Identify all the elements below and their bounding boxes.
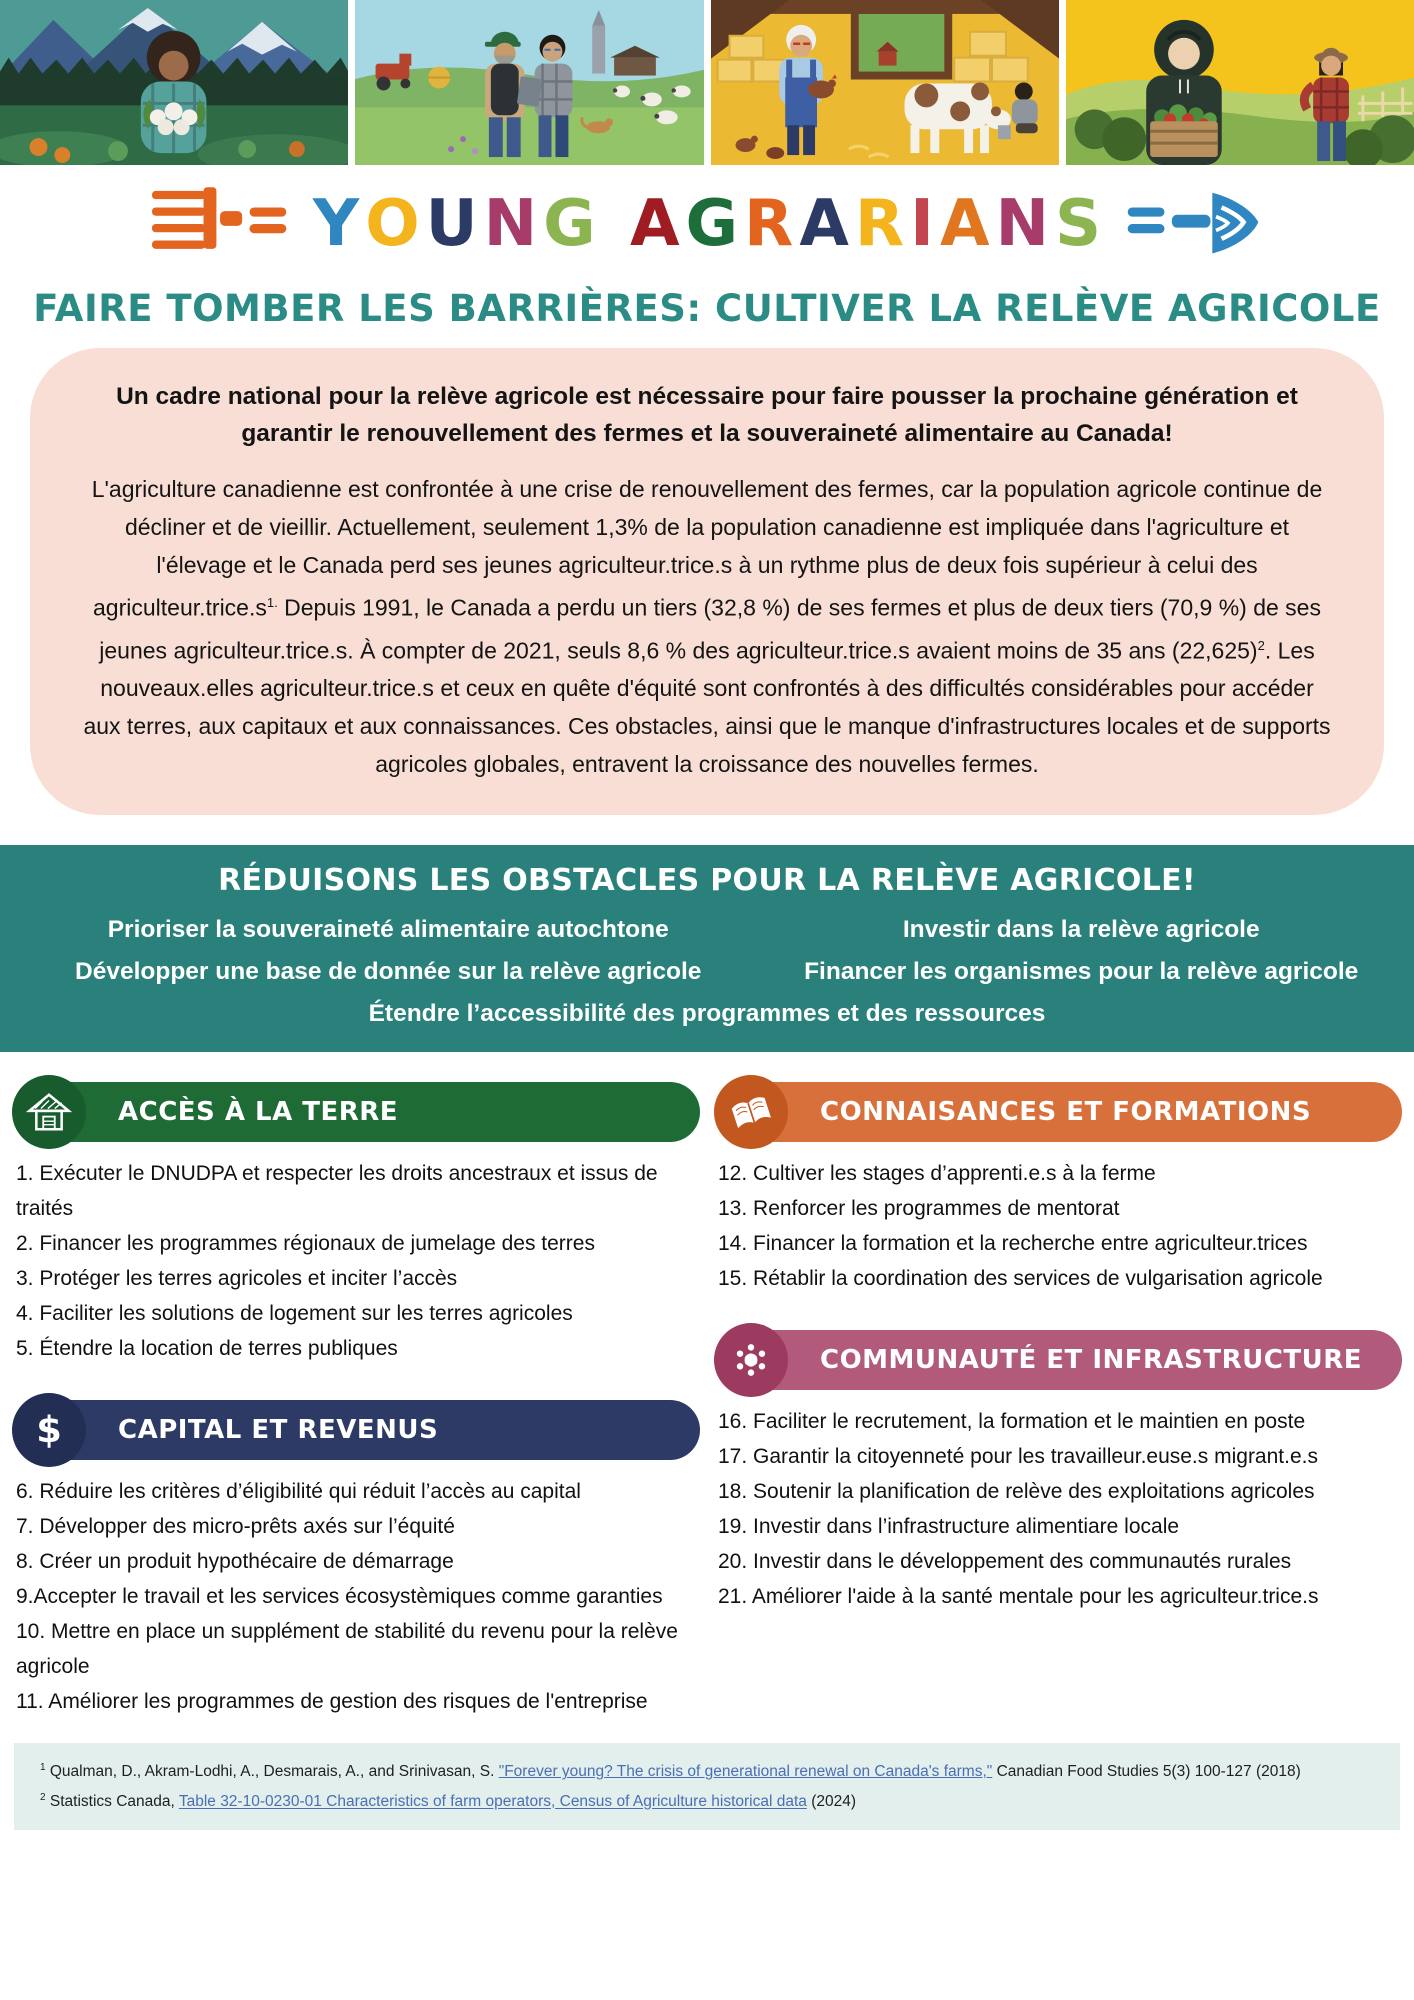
intro-lead: Un cadre national pour la relève agricole est nécessaire pour faire pousser la prochaine génération et garantir le renouvellement des fermes et la souveraineté alimentaire au Canada! [116, 383, 1298, 447]
section-title: CONNAISANCES ET FORMATIONS [820, 1097, 1312, 1128]
logo-letter: I [910, 187, 934, 261]
logo-letter: R [744, 187, 794, 261]
hero-panel-mountain-flower-farmer [0, 0, 348, 165]
intro-text-1: L'agriculture canadienne est confrontée à une crise de renouvellement des fermes, car la population agricole continue de décliner et de vieillir. Actuellement, seulement 1,3% de la population canadienne est impliquée dans l'agriculture et l'élevage et le Canada perd ses jeunes agriculteur.trice.s à un rythme plus de deux fois supérieur à celui des agriculteur.trice.s [91, 476, 1323, 621]
section-header-pill [726, 1082, 1402, 1142]
hero-panel-harvest-crate-farmers [1066, 0, 1414, 165]
section-title: ACCÈS À LA TERRE [118, 1097, 399, 1128]
shovel-icon [1124, 187, 1262, 261]
list-item: 16. Faciliter le recrutement, la formation et le maintien en poste [718, 1410, 1306, 1434]
page-title: FAIRE TOMBER LES BARRIÈRES: CULTIVER LA RELÈVE AGRICOLE [33, 287, 1381, 330]
dollar-icon [12, 1393, 86, 1467]
list-item: 15. Rétablir la coordination des services de vulgarisation agricole [718, 1267, 1323, 1291]
list-item: 12. Cultiver les stages d’apprenti.e.s à la ferme [718, 1162, 1156, 1186]
list-item: 1. Exécuter le DNUDPA et respecter les droits ancestraux et issus de traités [16, 1162, 658, 1221]
section-acc-s-la-terre [12, 1082, 700, 1366]
footnote: $^1$ Qualman, D., Akram-Lodhi, A., Desmarais, A., and Srinivasan, S. "Forever young? The crisis of generational renewal on Canada's farms," Canadian Food Studies 5(3) 100-127 (2018) [40, 1762, 1301, 1781]
section-connaisances-et-formations [714, 1082, 1402, 1296]
list-item: 6. Réduire les critères d’éligibilité qui réduit l’accès au capital [16, 1480, 581, 1504]
logo-letter: G [685, 187, 739, 261]
logo-wordmark [310, 187, 1104, 261]
section-list [714, 1404, 1402, 1614]
section-header-pill [24, 1400, 700, 1460]
footnote: $^2$ Statistics Canada, Table 32-10-0230-01 Characteristics of farm operators, Census of Agriculture historical data (2024) [40, 1792, 857, 1811]
list-item: 4. Faciliter les solutions de logement sur les terres agricoles [16, 1302, 573, 1326]
recommendation-columns [0, 1052, 1414, 1719]
hero-illustrations [0, 0, 1414, 165]
list-item: 2. Financer les programmes régionaux de jumelage des terres [16, 1232, 595, 1256]
call-to-action-banner [0, 845, 1414, 1052]
logo-letter: Y [312, 187, 360, 261]
column-right [714, 1082, 1402, 1719]
citation-link[interactable]: Table 32-10-0230-01 Characteristics of farm operators, Census of Agriculture historical data [178, 1793, 807, 1811]
footnote-ref-2: 2 [1257, 637, 1265, 653]
logo [0, 165, 1414, 283]
section-list [714, 1156, 1402, 1296]
list-item: 9.Accepter le travail et les services écosystèmiques comme garanties [16, 1585, 663, 1609]
section-header-pill [24, 1082, 700, 1142]
list-item: 13. Renforcer les programmes de mentorat [718, 1197, 1120, 1221]
hero-panel-barn-livestock [711, 0, 1059, 165]
banner-item: Développer une base de donnée sur la relève agricole [75, 958, 702, 986]
logo-letter: A [629, 187, 680, 261]
section-header-pill [726, 1330, 1402, 1390]
banner-item: Investir dans la relève agricole [902, 916, 1260, 944]
intro-text-2: Depuis 1991, le Canada a perdu un tiers (32,8 %) de ses fermes et plus de deux tiers (70,9 %) de ses jeunes agriculteur.trice.s. À compter de 2021, seuls 8,6 % des agriculteur.trice.s avaient moins de 35 ans (22,625) [99, 594, 1321, 664]
section-list [12, 1474, 700, 1719]
list-item: 10. Mettre en place un supplément de stabilité du revenu pour la relève agricole [16, 1620, 678, 1679]
logo-letter: O [365, 187, 420, 261]
list-item: 7. Développer des micro-prêts axés sur l’équité [16, 1515, 455, 1539]
pitchfork-icon [152, 187, 290, 261]
logo-letter: N [995, 187, 1050, 261]
logo-letter: A [799, 187, 849, 261]
hero-panel-field-visit-clipboard [355, 0, 703, 165]
barn-icon [12, 1075, 86, 1149]
list-item: 14. Financer la formation et la recherche entre agriculteur.trices [718, 1232, 1308, 1256]
banner-title: RÉDUISONS LES OBSTACLES POUR LA RELÈVE AGRICOLE! [218, 863, 1196, 899]
intro-text-3: . Les nouveaux.elles agriculteur.trice.s et ceux en quête d'équité sont confrontés à des difficultés considérables pour accéder aux terres, aux capitaux et aux connaissances. Ces obstacles, ainsi que le manque d'infrastructures locales et de supports agricoles globales, entravent la croissance des nouvelles fermes. [83, 637, 1331, 778]
list-item: 17. Garantir la citoyenneté pour les travailleur.euse.s migrant.e.s [718, 1445, 1318, 1469]
logo-letter: R [854, 187, 905, 261]
banner-item: Financer les organismes pour la relève agricole [804, 958, 1359, 986]
intro-paragraph [80, 470, 1334, 783]
citation-link[interactable]: "Forever young? The crisis of generational renewal on Canada's farms," [498, 1763, 993, 1781]
logo-letter: N [483, 187, 538, 261]
logo-letter: A [939, 187, 990, 261]
list-item: 19. Investir dans l’infrastructure alimentiare locale [718, 1515, 1180, 1539]
logo-letter [599, 192, 627, 256]
logo-letter: G [543, 187, 596, 261]
list-item: 20. Investir dans le développement des communautés rurales [718, 1550, 1292, 1574]
section-capital-et-revenus [12, 1400, 700, 1719]
list-item: 21. Améliorer l'aide à la santé mentale pour les agriculteur.trice.s [718, 1585, 1319, 1609]
footnote-number: 1 [40, 1762, 46, 1774]
footnotes [14, 1743, 1400, 1829]
column-left [12, 1082, 700, 1719]
section-communaut-et-infrastructure [714, 1330, 1402, 1614]
footnote-number: 2 [40, 1792, 46, 1804]
banner-item: Étendre l’accessibilité des programmes et des ressources [368, 1000, 1046, 1028]
logo-letter: S [1055, 187, 1102, 261]
intro-card [30, 348, 1384, 815]
logo-letter: U [425, 187, 478, 261]
svg-text:$: $ [36, 1408, 62, 1452]
community-icon [714, 1323, 788, 1397]
banner-item: Prioriser la souveraineté alimentaire autochtone [107, 916, 669, 944]
list-item: 8. Créer un produit hypothécaire de démarrage [16, 1550, 454, 1574]
list-item: 18. Soutenir la planification de relève des exploitations agricoles [718, 1480, 1315, 1504]
banner-items [14, 916, 1400, 1028]
section-list [12, 1156, 700, 1366]
list-item: 5. Étendre la location de terres publiques [16, 1337, 398, 1361]
list-item: 11. Améliorer les programmes de gestion des risques de l'entreprise [16, 1690, 648, 1714]
section-title: CAPITAL ET REVENUS [118, 1415, 439, 1446]
footnote-ref-1: 1. [266, 595, 278, 610]
section-title: COMMUNAUTÉ ET INFRASTRUCTURE [820, 1345, 1362, 1376]
book-icon [714, 1075, 788, 1149]
list-item: 3. Protéger les terres agricoles et inciter l’accès [16, 1267, 458, 1291]
